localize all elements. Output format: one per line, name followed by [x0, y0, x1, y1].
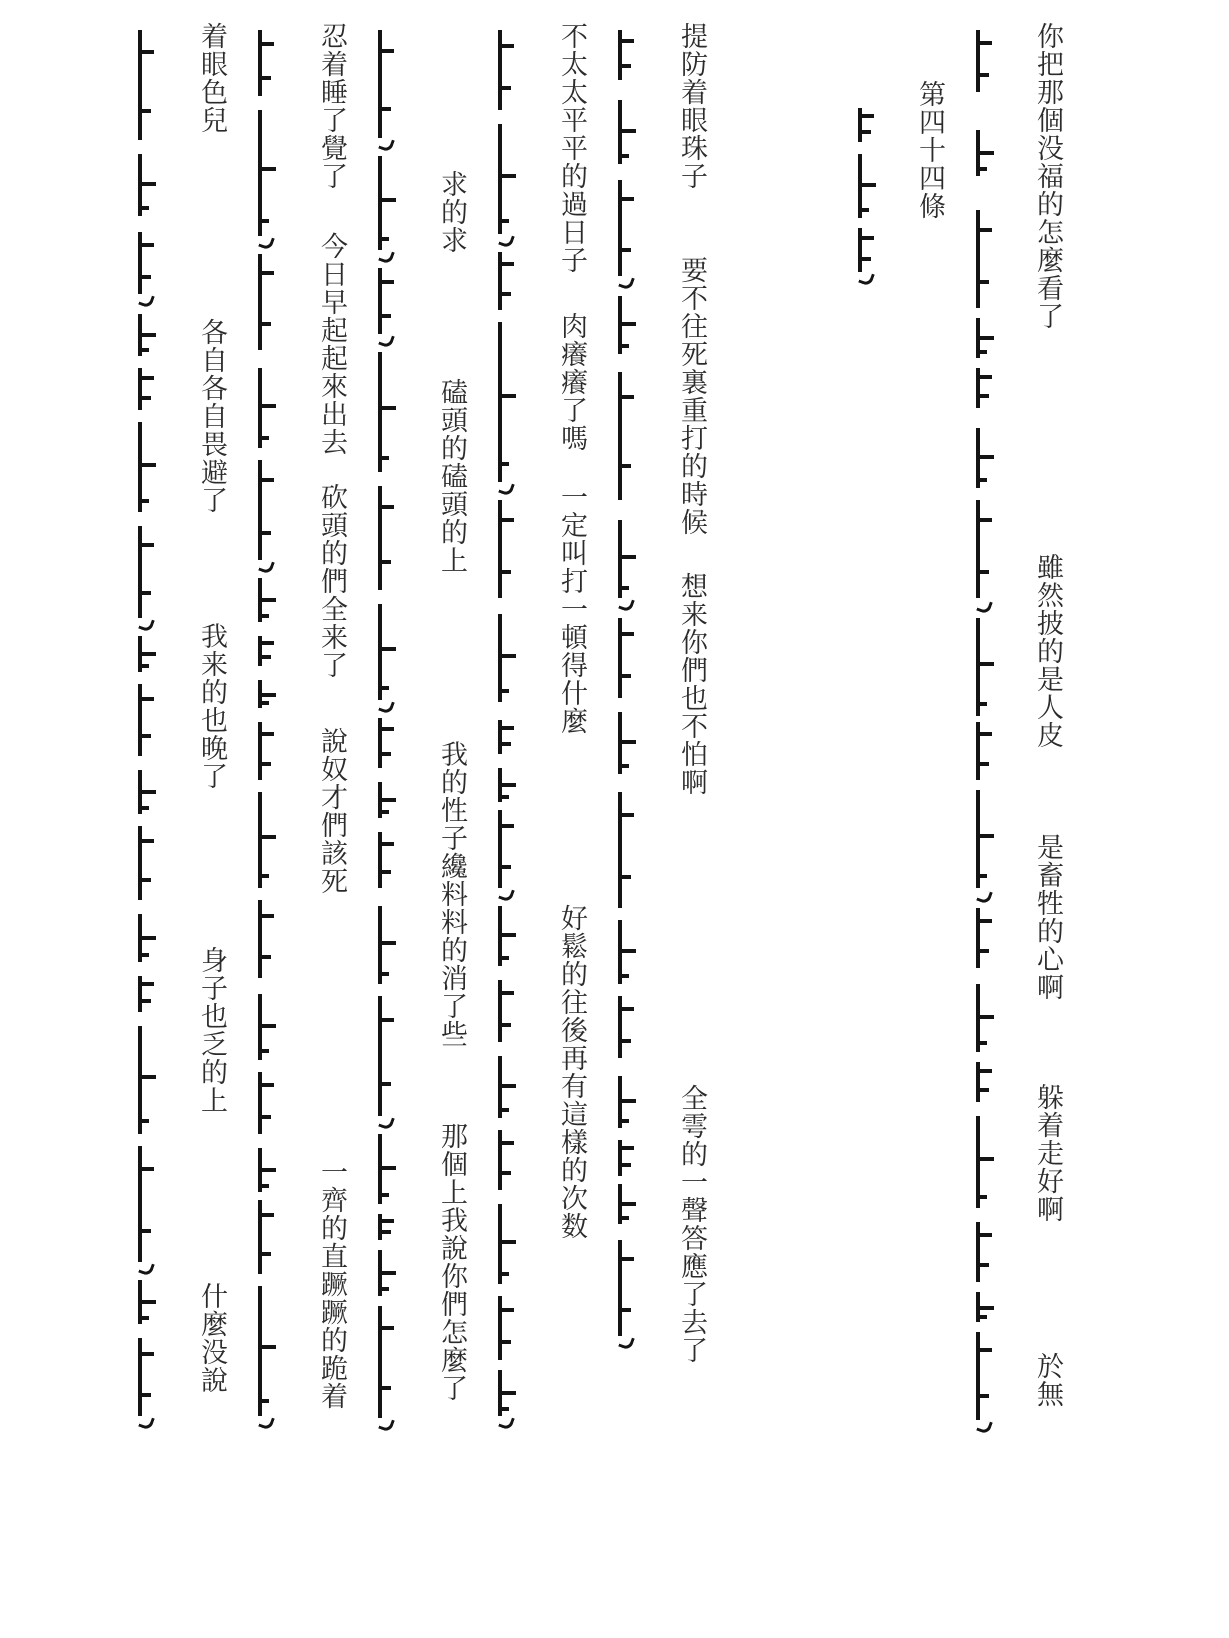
script-word — [258, 460, 288, 560]
script-word — [138, 232, 168, 294]
script-word — [618, 1140, 648, 1176]
script-word — [258, 110, 288, 236]
script-punctuation — [498, 886, 515, 903]
script-word — [976, 30, 1006, 92]
gloss-text: 想来你們也不怕啊 — [676, 572, 707, 796]
gloss-text: 磕頭的磕頭的上 — [436, 378, 467, 574]
script-word — [498, 720, 528, 754]
script-punctuation — [618, 274, 635, 291]
script-word — [498, 30, 528, 110]
script-word — [498, 1056, 528, 1118]
script-line — [614, 0, 654, 1638]
script-word — [378, 906, 408, 984]
script-punctuation — [618, 1334, 635, 1351]
script-word — [618, 30, 648, 80]
gloss-text: 是畜牲的心啊 — [1032, 833, 1063, 1001]
script-punctuation — [258, 558, 275, 575]
script-word — [618, 520, 648, 598]
script-word — [378, 1134, 408, 1204]
script-word — [976, 1222, 1006, 1282]
script-word — [976, 318, 1006, 358]
script-word — [258, 1286, 288, 1416]
script-word — [378, 782, 408, 818]
script-word — [498, 500, 528, 598]
gloss-text: 躲着走好啊 — [1032, 1083, 1063, 1223]
script-word — [258, 792, 288, 888]
script-punctuation — [378, 332, 395, 349]
gloss-text: 提防着眼珠子 — [676, 22, 707, 190]
script-word — [618, 618, 648, 698]
gloss-text: 我来的也晚了 — [196, 622, 227, 790]
script-punctuation — [378, 698, 395, 715]
script-punctuation — [498, 480, 515, 497]
script-word — [618, 180, 648, 276]
script-word — [498, 810, 528, 888]
script-line — [494, 0, 534, 1638]
script-word — [378, 1214, 408, 1240]
script-word — [138, 526, 168, 618]
script-word — [618, 372, 648, 500]
script-word — [258, 578, 288, 622]
script-punctuation — [378, 1416, 395, 1433]
script-punctuation — [498, 232, 515, 249]
script-word — [378, 156, 408, 250]
gloss-text: 說奴才們該死 — [316, 727, 347, 895]
script-punctuation — [976, 888, 993, 905]
script-word — [258, 1072, 288, 1134]
gloss-text: 肉癢癢了嗎 — [556, 312, 587, 452]
script-word — [258, 994, 288, 1060]
script-word — [976, 908, 1006, 968]
script-punctuation — [378, 248, 395, 265]
script-word — [378, 352, 408, 472]
script-word — [378, 268, 408, 334]
script-word — [976, 428, 1006, 488]
script-word — [258, 30, 288, 96]
script-punctuation — [378, 136, 395, 153]
script-punctuation — [258, 234, 275, 251]
gloss-text: 好鬆的往後再有這樣的次数 — [556, 904, 587, 1240]
script-line — [854, 0, 894, 1638]
script-word — [258, 1148, 288, 1192]
script-punctuation — [378, 1114, 395, 1131]
script-word — [378, 832, 408, 888]
script-punctuation — [138, 616, 155, 633]
script-line — [134, 0, 174, 1638]
script-punctuation — [258, 1414, 275, 1431]
gloss-text: 今日早起起來出去 — [316, 232, 347, 456]
script-word — [258, 722, 288, 780]
script-word — [138, 1026, 168, 1134]
script-word — [258, 254, 288, 350]
script-word — [138, 1146, 168, 1262]
gloss-text: 一齊的直蹶蹶的跪着 — [316, 1158, 347, 1410]
script-word — [378, 1250, 408, 1296]
script-word — [618, 920, 648, 984]
script-word — [498, 1204, 528, 1284]
script-word — [258, 1200, 288, 1274]
script-word — [618, 296, 648, 354]
script-word — [976, 618, 1006, 716]
script-punctuation — [618, 596, 635, 613]
script-word — [138, 1338, 168, 1416]
script-word — [976, 1116, 1006, 1208]
script-word — [498, 1296, 528, 1360]
script-word — [258, 900, 288, 978]
script-line — [254, 0, 294, 1638]
script-word — [976, 368, 1006, 408]
script-word — [618, 1076, 648, 1128]
script-word — [138, 826, 168, 900]
gloss-text: 忍着睡了覺了 — [316, 22, 347, 190]
gloss-text: 各自各自畏避了 — [196, 318, 227, 514]
script-word — [618, 712, 648, 774]
gloss-text: 不太太平平的過日子 — [556, 22, 587, 274]
script-word — [858, 108, 888, 142]
script-word — [976, 500, 1006, 598]
script-word — [618, 792, 648, 908]
script-word — [498, 322, 528, 482]
script-word — [138, 154, 168, 216]
gloss-text: 什麼没說 — [196, 1282, 227, 1394]
script-word — [976, 1292, 1006, 1322]
script-line — [374, 0, 414, 1638]
gloss-text: 要不往死裏重打的時候 — [676, 256, 707, 536]
script-word — [378, 604, 408, 700]
gloss-text: 求的求 — [436, 170, 467, 254]
script-word — [976, 1062, 1006, 1102]
script-punctuation — [138, 1260, 155, 1277]
script-word — [498, 124, 528, 234]
gloss-text: 一定叫打一頓得什麼 — [556, 483, 587, 735]
gloss-text: 你把那個没福的怎麼看了 — [1032, 22, 1063, 330]
gloss-text: 那個上我說你們怎麼了 — [436, 1122, 467, 1402]
script-word — [378, 996, 408, 1116]
script-word — [138, 976, 168, 1012]
script-word — [498, 1370, 528, 1416]
gloss-text: 雖然披的是人皮 — [1032, 553, 1063, 749]
gloss-text: 砍頭的們全来了 — [316, 483, 347, 679]
script-word — [138, 684, 168, 756]
gloss-text: 於無 — [1032, 1352, 1063, 1408]
script-word — [138, 636, 168, 672]
script-word — [378, 30, 408, 138]
script-word — [498, 1130, 528, 1190]
script-punctuation — [976, 598, 993, 615]
script-word — [976, 130, 1006, 176]
gloss-text: 身子也乏的上 — [196, 946, 227, 1114]
gloss-text: 着眼色兒 — [196, 22, 227, 134]
script-punctuation — [498, 1414, 515, 1431]
gloss-text: 我的性子纔料料的消了些 — [436, 740, 467, 1048]
script-punctuation — [976, 1418, 993, 1435]
script-word — [258, 368, 288, 448]
script-word — [138, 30, 168, 140]
gloss-text: 全雩的一聲答應了去了 — [676, 1084, 707, 1364]
script-word — [258, 680, 288, 708]
script-word — [378, 1306, 408, 1418]
script-word — [138, 914, 168, 962]
script-word — [138, 314, 168, 356]
script-word — [976, 722, 1006, 780]
script-word — [618, 100, 648, 164]
script-word — [138, 770, 168, 814]
script-word — [138, 368, 168, 410]
script-word — [618, 1184, 648, 1224]
script-word — [498, 252, 528, 310]
script-word — [138, 422, 168, 512]
script-word — [976, 790, 1006, 888]
script-punctuation — [138, 292, 155, 309]
script-word — [976, 1332, 1006, 1420]
script-word — [378, 718, 408, 768]
script-word — [258, 636, 288, 666]
script-punctuation — [858, 270, 875, 287]
script-word — [138, 1280, 168, 1324]
script-punctuation — [138, 1414, 155, 1431]
script-word — [618, 996, 648, 1058]
script-word — [618, 1240, 648, 1336]
script-word — [858, 154, 888, 218]
script-word — [498, 980, 528, 1042]
chapter-heading: 第四十四條 — [914, 80, 945, 220]
script-word — [378, 486, 408, 590]
script-word — [498, 906, 528, 966]
script-word — [976, 984, 1006, 1052]
script-word — [498, 614, 528, 702]
script-line — [972, 0, 1012, 1638]
script-word — [976, 210, 1006, 308]
script-word — [498, 768, 528, 802]
script-word — [858, 228, 888, 272]
